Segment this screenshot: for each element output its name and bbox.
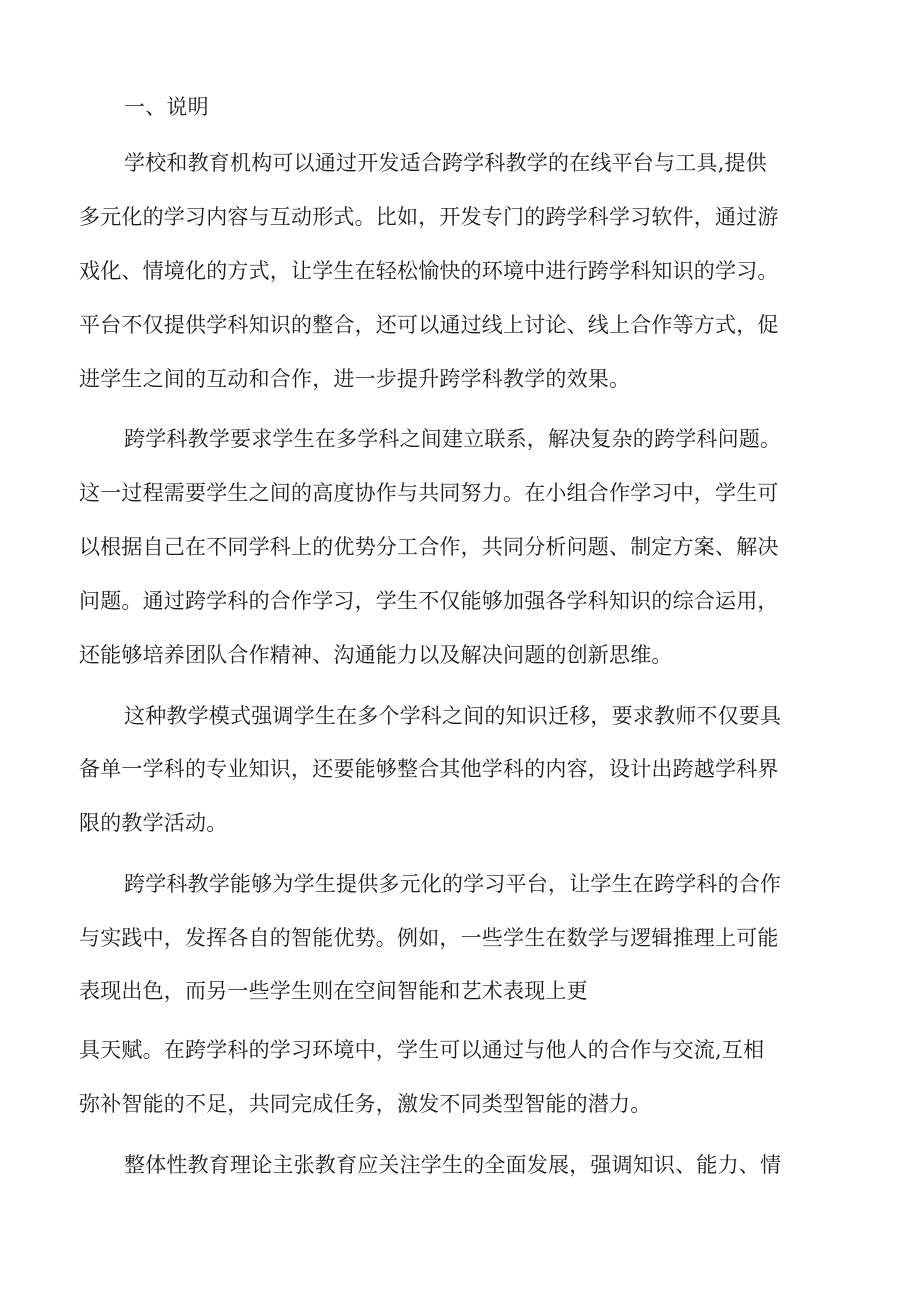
paragraph-line: 问题。通过跨学科的合作学习，学生不仅能够加强各学科知识的综合运用， — [79, 589, 779, 613]
paragraph-line: 还能够培养团队合作精神、沟通能力以及解决问题的创新思维。 — [79, 643, 673, 667]
paragraph-line: 这一过程需要学生之间的高度协作与共同努力。在小组合作学习中，学生可 — [79, 481, 779, 505]
paragraph-line: 这种教学模式强调学生在多个学科之间的知识迁移，要求教师不仅要具 — [124, 704, 782, 728]
paragraph-line: 限的教学活动。 — [79, 811, 228, 835]
section-heading: 一、说明 — [124, 95, 209, 119]
paragraph-line: 具天赋。在跨学科的学习环境中，学生可以通过与他人的合作与交流,互相 — [79, 1038, 765, 1062]
paragraph-line: 以根据自己在不同学科上的优势分工合作，共同分析问题、制定方案、解决 — [79, 535, 779, 559]
paragraph-line: 多元化的学习内容与互动形式。比如，开发专门的跨学科学习软件，通过游 — [79, 205, 779, 229]
paragraph-line: 平台不仅提供学科知识的整合，还可以通过线上讨论、线上合作等方式，促 — [79, 313, 779, 337]
paragraph-line: 进学生之间的互动和合作，进一步提升跨学科教学的效果。 — [79, 367, 631, 391]
paragraph-line: 弥补智能的不足，共同完成任务，激发不同类型智能的潜力。 — [79, 1092, 652, 1116]
paragraph-line: 备单一学科的专业知识，还要能够整合其他学科的内容，设计出跨越学科界 — [79, 757, 779, 781]
paragraph-line: 与实践中，发挥各自的智能优势。例如，一些学生在数学与逻辑推理上可能 — [79, 926, 779, 950]
paragraph-line: 整体性教育理论主张教育应关注学生的全面发展，强调知识、能力、情 — [124, 1153, 782, 1177]
paragraph-line: 表现出色，而另一些学生则在空间智能和艺术表现上更 — [79, 979, 588, 1003]
paragraph-line: 跨学科教学要求学生在多学科之间建立联系，解决复杂的跨学科问题。 — [124, 427, 782, 451]
paragraph-line: 学校和教育机构可以通过开发适合跨学科教学的在线平台与工具,提供 — [124, 151, 767, 175]
paragraph-line: 跨学科教学能够为学生提供多元化的学习平台，让学生在跨学科的合作 — [124, 872, 782, 896]
paragraph-line: 戏化、情境化的方式，让学生在轻松愉快的环境中进行跨学科知识的学习。 — [79, 259, 779, 283]
